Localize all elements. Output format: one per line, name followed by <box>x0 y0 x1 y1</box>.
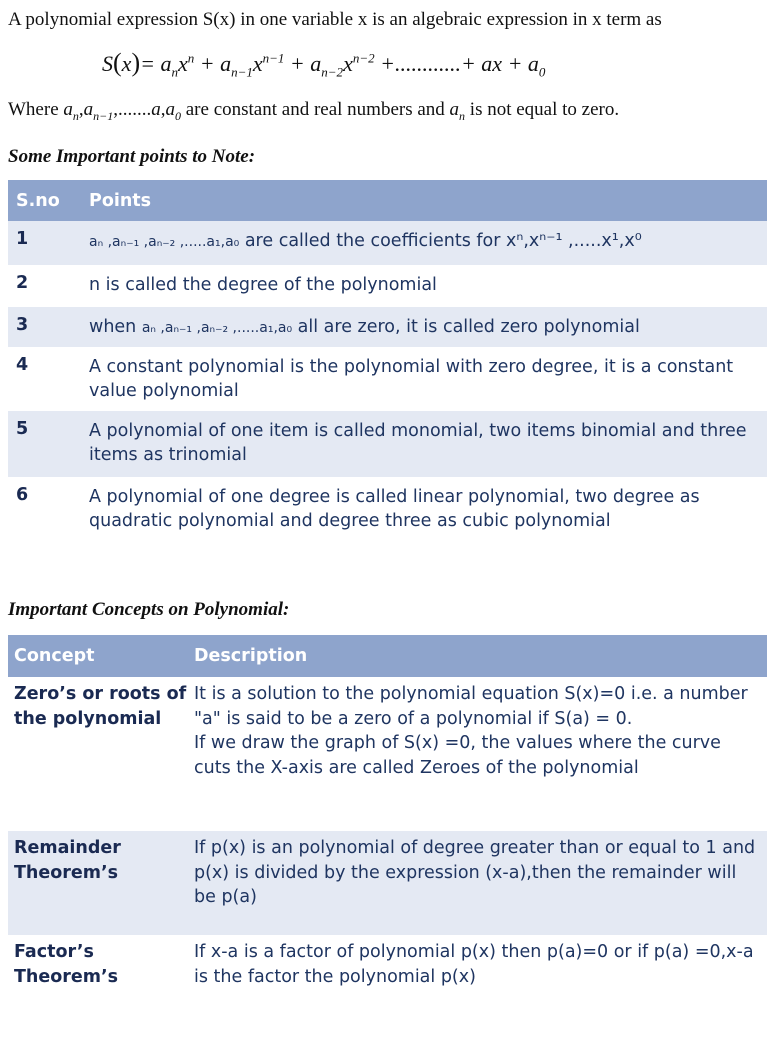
formula-term-2-sup: n−1 <box>262 50 285 66</box>
row-number: 6 <box>16 485 29 505</box>
coef-a0: $a_0$ <box>165 99 181 123</box>
points-heading: Some Important points to Note: <box>8 146 256 167</box>
row-text: A constant polynomial is the polynomial with zero degree, it is a constant value polynomial <box>89 357 734 401</box>
polynomial-formula <box>102 48 545 80</box>
formula-term-3-sub: n−2 <box>321 64 344 80</box>
table-row <box>8 677 767 831</box>
header-sno: S.no <box>8 180 89 221</box>
row-text: A polynomial of one degree is called linear polynomial, two degree as quadratic polynomial and degree three as cubic polynomial <box>89 487 700 531</box>
points-header-row <box>8 180 767 221</box>
formula-var: x <box>121 51 132 76</box>
concepts-header-row <box>8 635 767 677</box>
concept-description: If p(x) is an polynomial of degree greater than or equal to 1 and p(x) is divided by the expression (x-a),then the remainder will be p(a) <box>194 838 756 907</box>
intro-text: A polynomial expression S(x) in one variable x is an algebraic expression in x term as <box>8 9 662 30</box>
row-number: 2 <box>16 273 29 293</box>
row-text: n is called the degree of the polynomial <box>89 275 437 295</box>
where-sep-1: , <box>78 99 84 120</box>
where-sep-3: , <box>160 99 166 120</box>
formula-term-4-sub: 0 <box>538 64 546 80</box>
concepts-table <box>8 635 767 1045</box>
header-points: Points <box>89 180 767 221</box>
coef-an-1: $a_{n-1}$ <box>83 99 114 123</box>
coef-an-leading: $a_n$ <box>449 99 466 123</box>
concepts-heading: Important Concepts on Polynomial: <box>8 599 290 620</box>
formula-term-2: + a <box>194 51 232 76</box>
points-table <box>8 180 767 543</box>
row-number: 4 <box>16 355 29 375</box>
header-concept: Concept <box>8 635 188 677</box>
concept-name: Zero’s or roots of the polynomial <box>14 684 187 729</box>
concept-name: Factor’s Theorem’s <box>14 942 119 987</box>
concept-description: If x-a is a factor of polynomial p(x) then p(a)=0 or if p(a) =0,x-a is the factor the polynomial p(x) <box>194 942 754 987</box>
row-text: aₙ ,aₙ₋₁ ,aₙ₋₂ ,.....a₁,a₀ are called the coefficients for xⁿ,xⁿ⁻¹ ,.....x¹,x⁰ <box>89 231 642 251</box>
where-text <box>8 99 619 124</box>
table-row <box>8 307 767 347</box>
formula-term-1-sub: n <box>171 64 178 80</box>
coef-an: $a_n$ <box>63 99 79 123</box>
header-description: Description <box>188 635 767 677</box>
formula-term-2-var: x <box>252 51 263 76</box>
formula-open-paren: ( <box>113 48 122 77</box>
concept-description: It is a solution to the polynomial equation S(x)=0 i.e. a number "a" is said to be a zero of a polynomial if S(a) = 0. If we draw the graph of S(x) =0, the values where the curve cuts the X-axis are called Zeroes of the polynomial <box>194 684 748 778</box>
formula-term-3: + a <box>284 51 322 76</box>
concept-name: Remainder Theorem’s <box>14 838 121 883</box>
row-text: when aₙ ,aₙ₋₁ ,aₙ₋₂ ,.....a₁,a₀ all are zero, it is called zero polynomial <box>89 317 640 337</box>
row-text: A polynomial of one item is called monomial, two items binomial and three items as trinomial <box>89 421 747 465</box>
where-lead: Where <box>8 99 64 120</box>
formula-term-1: = a <box>140 51 172 76</box>
where-tail: is not equal to zero. <box>465 99 620 120</box>
coef-a: a <box>151 99 161 120</box>
formula-term-2-sub: n−1 <box>231 64 253 80</box>
where-sep-2: ,....... <box>113 99 152 120</box>
formula-close-paren: ) <box>131 48 141 77</box>
where-mid: are constant and real numbers and <box>181 99 450 120</box>
table-row <box>8 347 767 411</box>
row-number: 1 <box>16 229 29 249</box>
formula-term-3-sup: n−2 <box>352 50 375 66</box>
formula-lhs: S <box>102 51 113 76</box>
table-row <box>8 265 767 307</box>
table-row <box>8 411 767 477</box>
table-row <box>8 477 767 543</box>
row-number: 5 <box>16 419 29 439</box>
table-row <box>8 221 767 265</box>
formula-term-4: +............+ ax + a <box>374 51 539 76</box>
formula-term-1-var: x <box>177 51 188 76</box>
formula-term-3-var: x <box>343 51 353 76</box>
table-row <box>8 935 767 1045</box>
formula-term-1-sup: n <box>187 50 195 66</box>
table-row <box>8 831 767 935</box>
row-number: 3 <box>16 315 29 335</box>
